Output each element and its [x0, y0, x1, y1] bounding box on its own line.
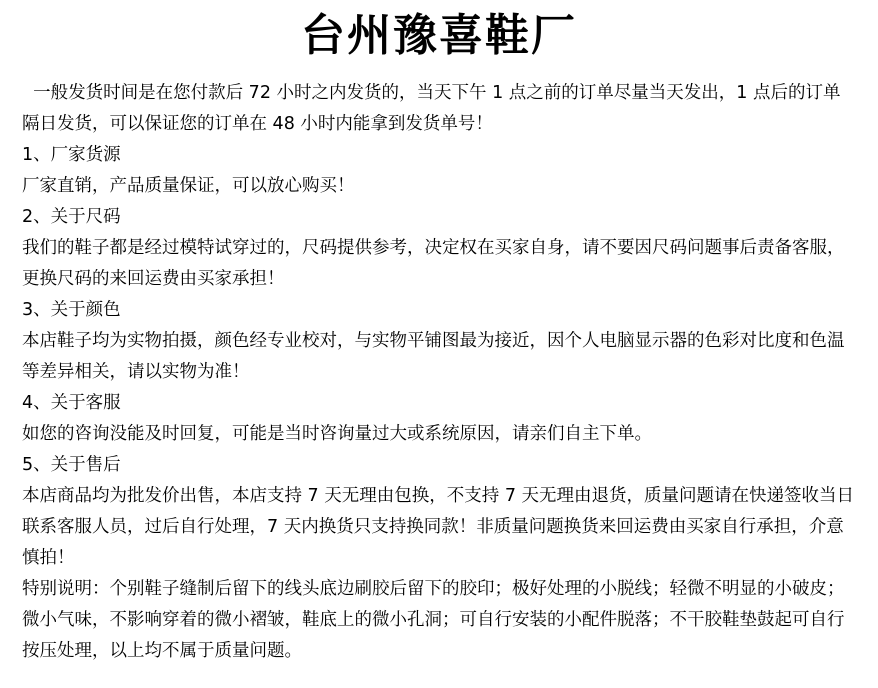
section-body-size: 我们的鞋子都是经过模特试穿过的，尺码提供参考，决定权在买家自身，请不要因尺码问题事后责备客服，更换尺码的来回运费由买家承担！ — [22, 238, 845, 289]
section-body-aftersale: 本店商品均为批发价出售，本店支持 7 天无理由包换，不支持 7 天无理由退货，质量问题请在快递签收当日联系客服人员，过后自行处理，7 天内换货只支持换同款！非质量问题换货来回运费由买家自行承担，介意慎拍！ — [22, 486, 855, 568]
section-heading-size: 2、关于尺码 — [22, 207, 121, 227]
section-heading-source: 1、厂家货源 — [22, 145, 121, 165]
section-body-source: 厂家直销，产品质量保证，可以放心购买！ — [22, 176, 355, 196]
section-heading-color: 3、关于颜色 — [22, 300, 121, 320]
page-title: 台州豫喜鞋厂 — [301, 10, 577, 61]
special-note-paragraph: 特别说明：个别鞋子缝制后留下的线头底边刷胶后留下的胶印；极好处理的小脱线；轻微不明显的小破皮；微小气味，不影响穿着的微小褶皱，鞋底上的微小孔洞；可自行安装的小配件脱落；不干胶鞋垫鼓起可自行按压处理，以上均不属于质量问题。 — [22, 579, 845, 661]
section-heading-service: 4、关于客服 — [22, 393, 121, 413]
intro-paragraph: 一般发货时间是在您付款后 72 小时之内发货的，当天下午 1 点之前的订单尽量当天发出，1 点后的订单隔日发货，可以保证您的订单在 48 小时内能拿到发货单号！ — [22, 83, 841, 134]
section-body-color: 本店鞋子均为实物拍摄，颜色经专业校对，与实物平铺图最为接近，因个人电脑显示器的色彩对比度和色温等差异相关，请以实物为准！ — [22, 331, 845, 382]
notice-body — [22, 78, 856, 667]
section-heading-aftersale: 5、关于售后 — [22, 455, 121, 475]
section-body-service: 如您的咨询没能及时回复，可能是当时咨询量过大或系统原因，请亲们自主下单。 — [22, 424, 652, 444]
